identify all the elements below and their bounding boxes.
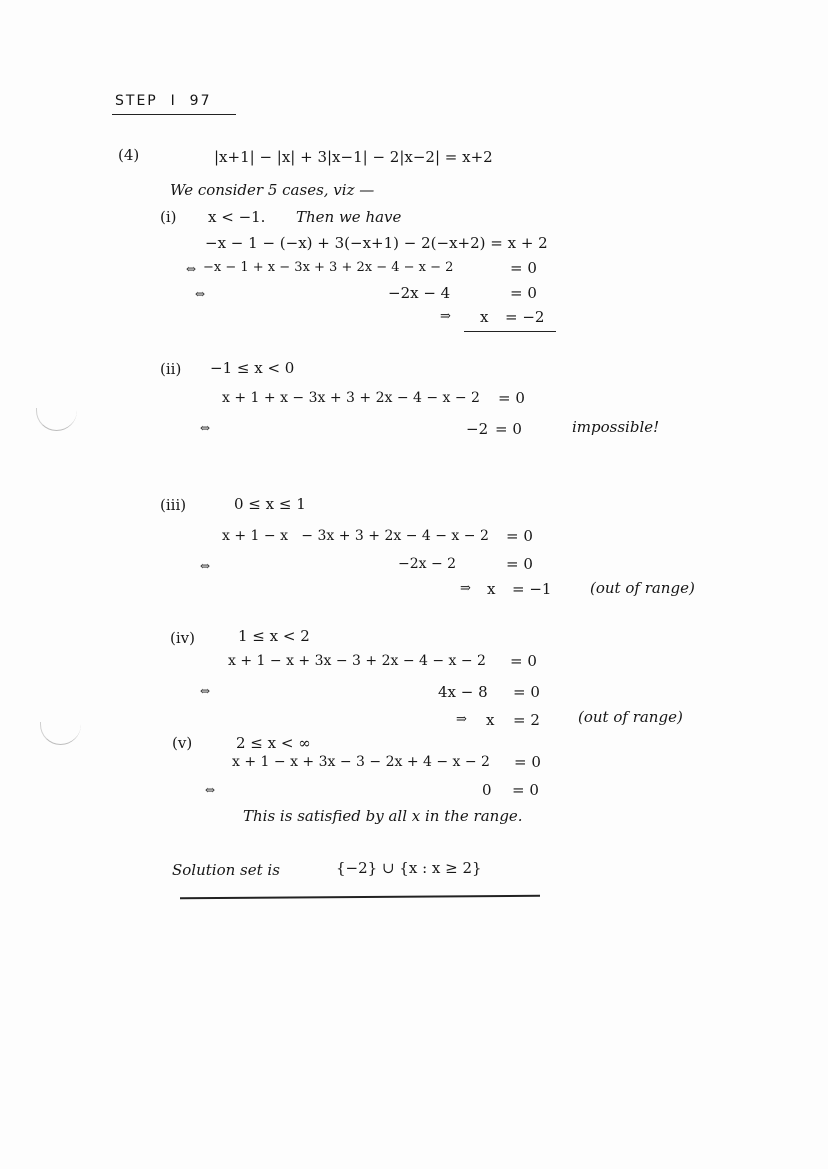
equals-zero: = 0 bbox=[510, 652, 537, 670]
working-line: −2x − 4 bbox=[388, 284, 451, 302]
equals-zero: = 0 bbox=[513, 683, 540, 701]
working-line: x + 1 − x − 3x + 3 + 2x − 4 − x − 2 bbox=[222, 528, 489, 544]
case-condition: 0 ≤ x ≤ 1 bbox=[234, 495, 306, 513]
equals-zero: = 0 bbox=[506, 555, 533, 573]
working-line: x + 1 − x + 3x − 3 + 2x − 4 − x − 2 bbox=[228, 653, 486, 669]
implies-symbol: ⇒ bbox=[460, 581, 471, 596]
case-remark: (out of range) bbox=[578, 708, 683, 726]
working-line: x + 1 + x − 3x + 3 + 2x − 4 − x − 2 bbox=[222, 390, 480, 406]
working-line: −x − 1 − (−x) + 3(−x+1) − 2(−x+2) = x + 2 bbox=[205, 234, 548, 252]
equals-zero: = 0 bbox=[514, 753, 541, 771]
case-remark: This is satisfied by all x in the range. bbox=[243, 807, 523, 825]
case-result: = −1 bbox=[512, 580, 552, 598]
working-line: x bbox=[487, 580, 496, 598]
working-line: x + 1 − x + 3x − 3 − 2x + 4 − x − 2 bbox=[232, 754, 490, 770]
punch-hole-top bbox=[36, 408, 77, 431]
equals-zero: = 0 bbox=[498, 389, 525, 407]
case-condition: x < −1. bbox=[208, 208, 266, 226]
case-result: = 2 bbox=[513, 711, 540, 729]
iff-symbol: ⇔ bbox=[186, 262, 197, 276]
question-intro: We consider 5 cases, viz — bbox=[170, 181, 375, 199]
solution-set: {−2} ∪ {x : x ≥ 2} bbox=[336, 859, 482, 877]
case-result: = −2 bbox=[505, 308, 545, 326]
equals-zero: = 0 bbox=[512, 781, 539, 799]
iff-symbol: ⇔ bbox=[200, 684, 211, 698]
iff-symbol: ⇔ bbox=[195, 287, 206, 301]
case-condition: 2 ≤ x < ∞ bbox=[236, 734, 311, 752]
iff-symbol: ⇔ bbox=[200, 559, 211, 573]
equals-zero: = 0 bbox=[510, 284, 537, 302]
result-underline bbox=[464, 331, 556, 332]
case-remark: (out of range) bbox=[590, 579, 695, 597]
case-note: Then we have bbox=[296, 208, 402, 226]
iff-symbol: ⇔ bbox=[205, 783, 216, 797]
equals-zero: = 0 bbox=[510, 259, 537, 277]
punch-hole-bottom bbox=[40, 722, 81, 745]
question-equation: |x+1| − |x| + 3|x−1| − 2|x−2| = x+2 bbox=[214, 148, 493, 166]
question-number: (4) bbox=[118, 146, 140, 164]
case-condition: −1 ≤ x < 0 bbox=[210, 359, 295, 377]
solution-label: Solution set is bbox=[172, 861, 280, 879]
case-label: (i) bbox=[160, 208, 177, 226]
case-label: (v) bbox=[172, 734, 193, 752]
working-line: −x − 1 + x − 3x + 3 + 2x − 4 − x − 2 bbox=[203, 260, 454, 275]
iff-symbol: ⇔ bbox=[200, 421, 211, 435]
working-line: 0 bbox=[482, 781, 492, 799]
solution-underline bbox=[180, 895, 540, 900]
working-line: x bbox=[480, 308, 489, 326]
working-line: 4x − 8 bbox=[438, 683, 488, 701]
page-title: STEP I 97 bbox=[115, 93, 212, 109]
title-underline bbox=[112, 114, 236, 115]
implies-symbol: ⇒ bbox=[456, 712, 467, 727]
implies-symbol: ⇒ bbox=[440, 309, 451, 324]
case-remark: impossible! bbox=[572, 418, 660, 436]
working-line: −2 bbox=[466, 420, 489, 438]
case-label: (iii) bbox=[160, 496, 187, 514]
equals-zero: = 0 bbox=[495, 420, 522, 438]
case-condition: 1 ≤ x < 2 bbox=[238, 627, 310, 645]
case-label: (iv) bbox=[170, 629, 195, 647]
case-label: (ii) bbox=[160, 360, 182, 378]
equals-zero: = 0 bbox=[506, 527, 533, 545]
working-line: −2x − 2 bbox=[398, 556, 457, 572]
working-line: x bbox=[486, 711, 495, 729]
